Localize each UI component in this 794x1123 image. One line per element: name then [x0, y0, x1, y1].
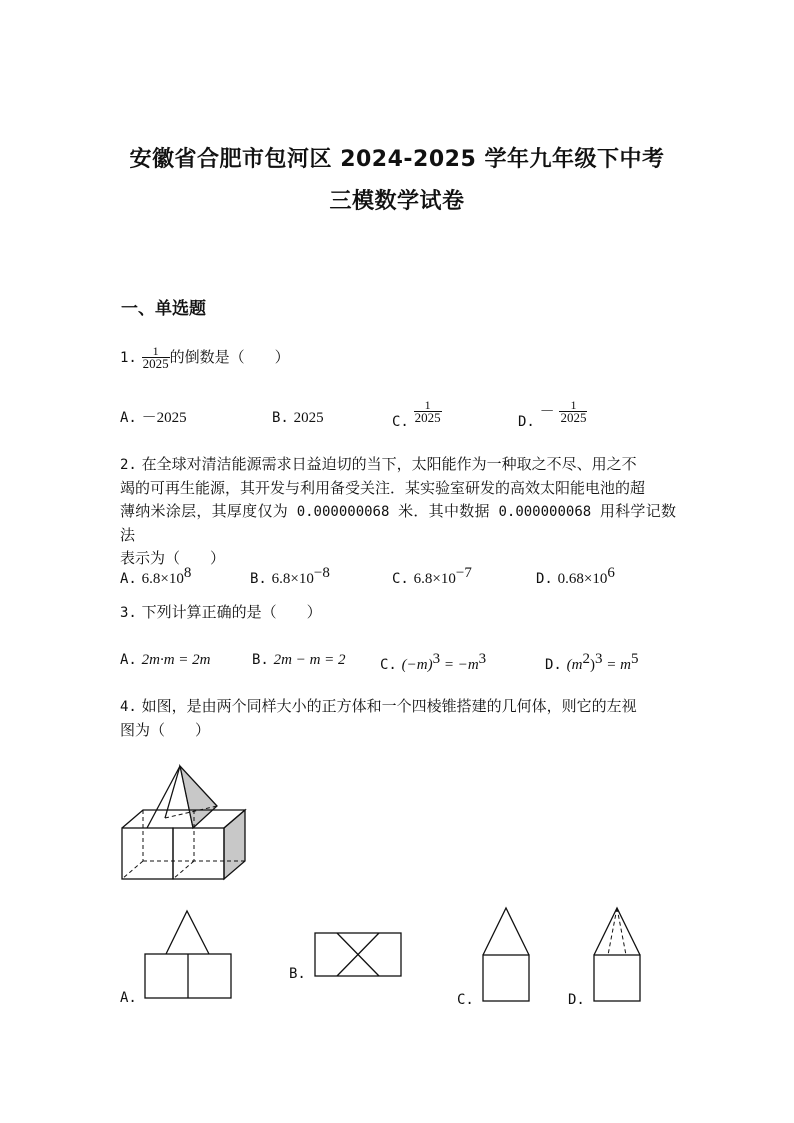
q3-c-exp2: 3 [478, 651, 487, 667]
q4-d-label: D. [568, 992, 585, 1008]
q2-a-exp: 8 [183, 565, 192, 581]
q3-c-rhs: = −m [440, 657, 479, 673]
q2-stem-line2: 竭的可再生能源，其开发与利用备受关注．某实验室研发的高效太阳能电池的超 [120, 479, 646, 497]
q1-frac-den: 2025 [142, 356, 169, 371]
q4-b-label: B. [289, 966, 306, 982]
q3-number: 3. [120, 605, 137, 621]
question-4 [120, 695, 676, 742]
q1-d-den: 2025 [560, 410, 587, 425]
q2-value1: 0.000000068 [288, 504, 399, 520]
question-2 [120, 453, 676, 570]
a-triangle [166, 911, 209, 954]
hidden-edge-5 [173, 861, 194, 879]
q3-b-label: B. [252, 652, 269, 668]
cube-shaded-face [224, 810, 245, 879]
q1-frac-num: 1 [152, 344, 159, 358]
q1-d-label: D. [518, 414, 535, 430]
q1-a-text: －2025 [141, 410, 187, 426]
d-hidden-edge-2 [617, 908, 626, 955]
q2-option-a [120, 562, 191, 591]
q2-d-base: 0.68×10 [557, 571, 608, 587]
q3-d-label: D. [545, 657, 562, 673]
q3-option-a [120, 648, 211, 672]
q1-b-text: 2025 [293, 410, 324, 426]
q4-line1 [120, 695, 676, 719]
pyramid-edge-left [147, 766, 180, 828]
c-square [483, 955, 529, 1001]
q2-c-label: C. [392, 571, 409, 587]
q2-c-base: 6.8×10 [413, 571, 456, 587]
q1-d-num: 1 [570, 398, 577, 412]
q2-a-base: 6.8×10 [141, 571, 184, 587]
q4-option-b-figure [312, 930, 404, 980]
d-hidden-edge-1 [608, 908, 617, 955]
q4-option-a [120, 986, 137, 1010]
q2-stem-line3b: 米．其中数据 [398, 502, 490, 520]
q4-a-label: A. [120, 990, 137, 1006]
d-square [594, 955, 640, 1001]
q1-a-label: A. [120, 410, 137, 426]
q3-c-label: C. [380, 657, 397, 673]
q2-stem-line1: 在全球对清洁能源需求日益迫切的当下，太阳能作为一种取之不尽、用之不 [141, 455, 637, 473]
q3-d-lhs: (m [566, 657, 583, 673]
q4-option-b [289, 962, 306, 986]
page-title-line2: 三模数学试卷 [329, 189, 465, 214]
section-heading: 一、单选题 [121, 299, 206, 319]
q1-option-c [392, 399, 442, 434]
q4-option-d [568, 988, 585, 1012]
q2-number: 2. [120, 457, 137, 473]
q4-stem-line2: 图为（ ） [120, 721, 211, 739]
q1-d-sign: － [539, 404, 555, 420]
q1-fraction [142, 345, 170, 370]
q3-option-c [380, 648, 486, 677]
question-1 [120, 345, 290, 370]
q4-option-d-figure [591, 905, 643, 1005]
q2-line3 [120, 500, 676, 547]
q2-b-exp: −8 [313, 565, 330, 581]
q1-stem: 的倒数是（ ） [169, 348, 290, 366]
q3-c-exp1: 3 [432, 651, 441, 667]
q3-option-d [545, 648, 638, 677]
q3-a-label: A. [120, 652, 137, 668]
d-triangle [594, 908, 640, 955]
question-3 [120, 601, 322, 625]
q3-b-text: 2m − m = 2 [273, 652, 346, 668]
q4-stem-line1: 如图，是由两个同样大小的正方体和一个四棱锥搭建的几何体，则它的左视 [141, 697, 637, 715]
q4-option-a-figure [140, 906, 236, 1002]
page-title-line1: 安徽省合肥市包河区 2024-2025 学年九年级下中考 [129, 147, 665, 172]
q1-option-b [272, 406, 324, 430]
q3-option-b [252, 648, 346, 672]
cube-front-left [122, 828, 173, 879]
q1-c-fraction [414, 399, 442, 424]
q3-c-lhs: (−m) [401, 657, 433, 673]
q2-option-d [536, 562, 615, 591]
q1-d-fraction [559, 399, 587, 424]
q1-c-num: 1 [424, 398, 431, 412]
q2-value2: 0.000000068 [489, 504, 600, 520]
q3-d-exp1: 3 [594, 651, 603, 667]
q1-b-label: B. [272, 410, 289, 426]
q3-d-exp0: 2 [582, 651, 590, 667]
q4-solid-figure [115, 760, 255, 885]
c-triangle [483, 908, 529, 955]
q2-option-b [250, 562, 330, 591]
q1-option-a [120, 406, 187, 430]
q4-number: 4. [120, 699, 137, 715]
cube-top-face [122, 810, 245, 828]
q3-a-text: 2m·m = 2m [141, 652, 211, 668]
cube-front-right [173, 828, 224, 879]
q2-a-label: A. [120, 571, 137, 587]
q2-option-c [392, 562, 472, 591]
q2-stem-line3c: 用科学记数法 [120, 502, 676, 544]
q1-c-den: 2025 [414, 410, 441, 425]
q2-stem-line3a: 薄纳米涂层，其厚度仅为 [120, 502, 288, 520]
q3-d-rhs: = m [602, 657, 631, 673]
q2-stem-line4: 表示为（ ） [120, 549, 226, 567]
q4-c-label: C. [457, 992, 474, 1008]
q2-line1 [120, 453, 676, 477]
q4-option-c [457, 988, 474, 1012]
q2-b-base: 6.8×10 [271, 571, 314, 587]
q3-d-mid: ) [589, 657, 595, 673]
q3-d-exp2: 5 [630, 651, 639, 667]
q2-d-label: D. [536, 571, 553, 587]
q1-number: 1. [120, 350, 137, 366]
pyramid-shaded-face [180, 766, 217, 828]
q2-b-label: B. [250, 571, 267, 587]
q1-c-label: C. [392, 414, 409, 430]
q2-d-exp: 6 [607, 565, 615, 581]
q3-stem: 下列计算正确的是（ ） [141, 603, 322, 621]
q1-option-d [518, 399, 587, 434]
hidden-edge-3 [122, 861, 143, 879]
q4-option-c-figure [480, 905, 532, 1005]
q2-c-exp: −7 [455, 565, 472, 581]
